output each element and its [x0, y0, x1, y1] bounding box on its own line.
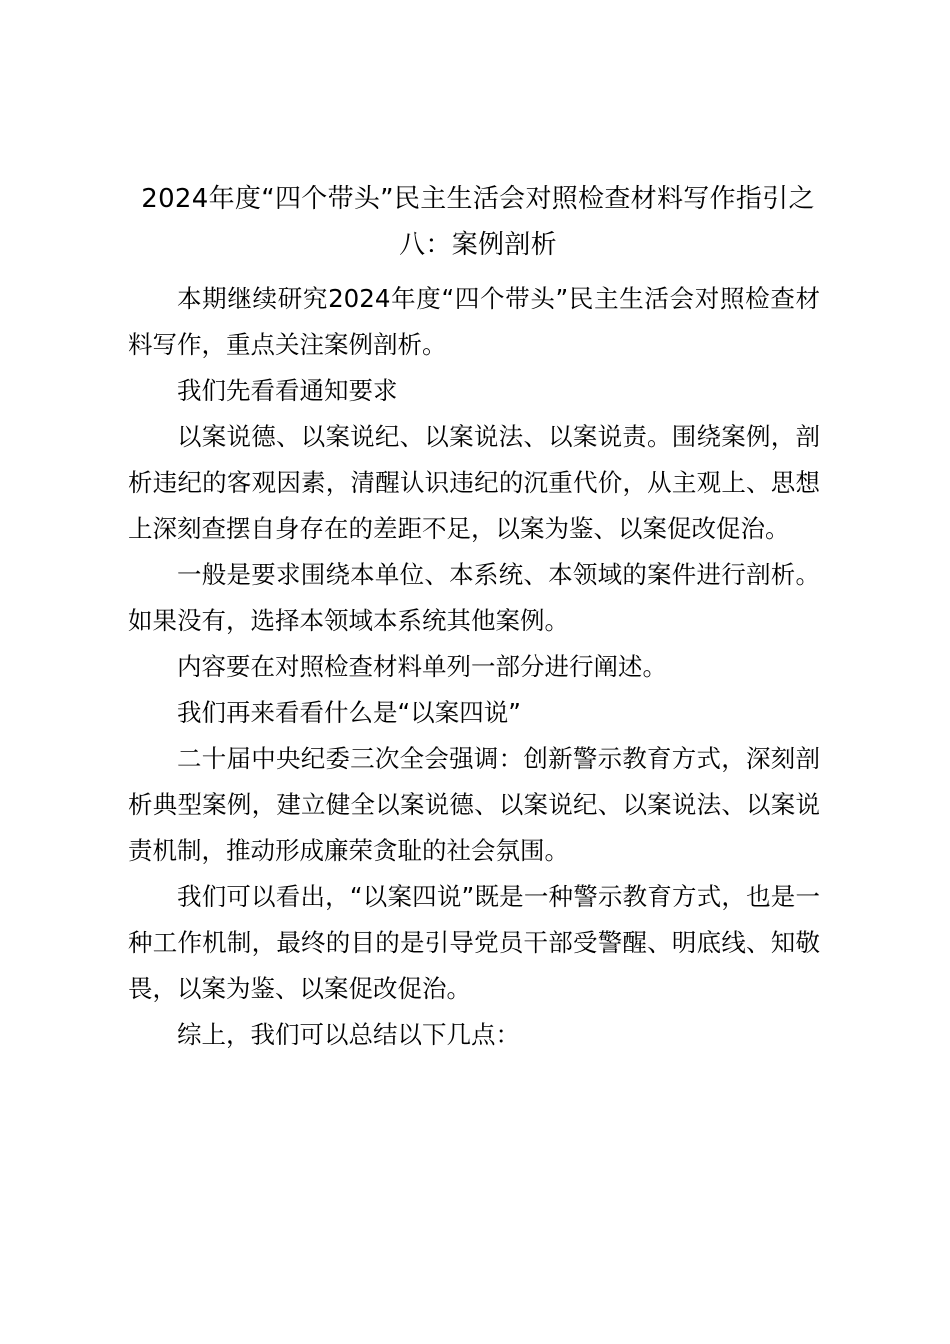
document-body	[128, 276, 820, 1058]
paragraph-case-scope: 一般是要求围绕本单位、本系统、本领域的案件进行剖析。如果没有，选择本领域本系统其他案例。	[128, 560, 820, 635]
paragraph-notice-heading: 我们先看看通知要求	[177, 376, 398, 405]
paragraph-intro: 本期继续研究2024年度“四个带头”民主生活会对照检查材料写作，重点关注案例剖析。	[128, 284, 820, 359]
paragraph-summary-lead: 综上，我们可以总结以下几点：	[177, 1020, 520, 1049]
paragraph-four-sayings-heading: 我们再来看看什么是“以案四说”	[177, 698, 521, 727]
paragraph-content-section: 内容要在对照检查材料单列一部分进行阐述。	[177, 652, 667, 681]
paragraph-notice-requirements: 以案说德、以案说纪、以案说法、以案说责。围绕案例，剖析违纪的客观因素，清醒认识违纪的沉重代价，从主观上、思想上深刻查摆自身存在的差距不足，以案为鉴、以案促改促治。	[128, 422, 820, 543]
paragraph-analysis: 我们可以看出，“以案四说”既是一种警示教育方式，也是一种工作机制，最终的目的是引导党员干部受警醒、明底线、知敬畏，以案为鉴、以案促改促治。	[128, 882, 820, 1003]
paragraph-plenary-quote: 二十届中央纪委三次全会强调：创新警示教育方式，深刻剖析典型案例，建立健全以案说德、以案说纪、以案说法、以案说责机制，推动形成廉荣贪耻的社会氛围。	[128, 744, 820, 865]
document-title: 2024年度“四个带头”民主生活会对照检查材料写作指引之八：案例剖析	[141, 184, 815, 260]
